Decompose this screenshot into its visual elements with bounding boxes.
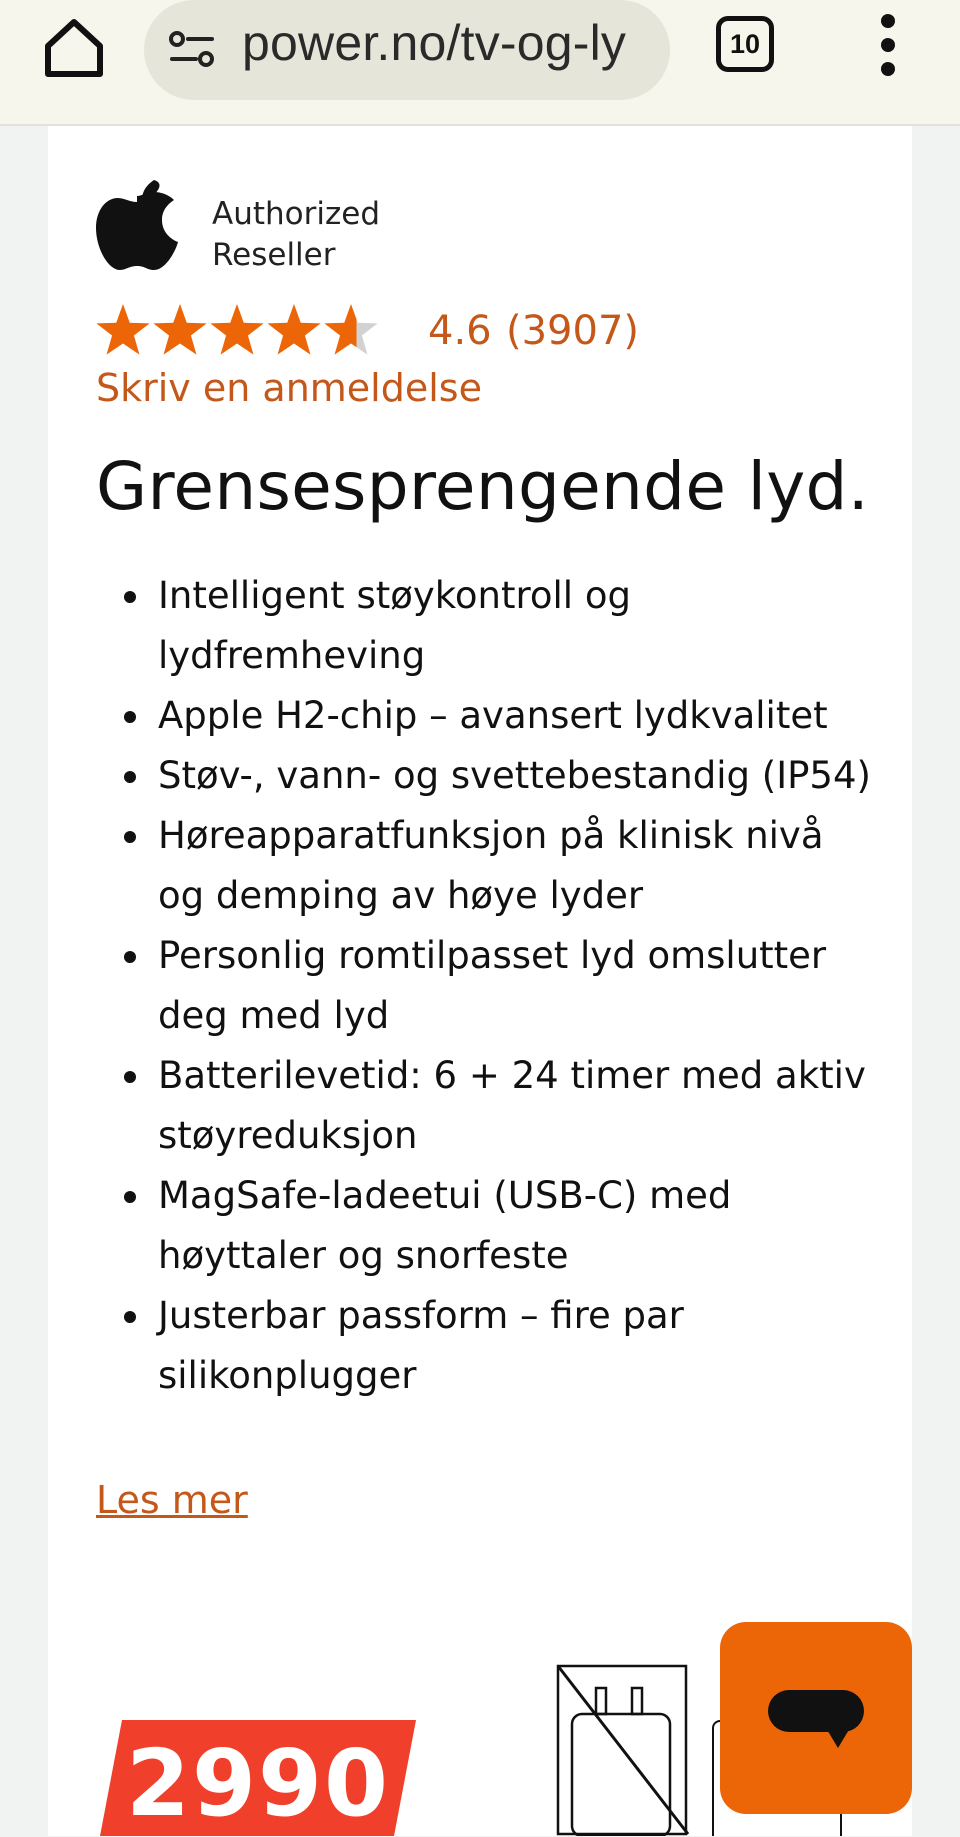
list-item: Apple H2-chip – avansert lydkvalitet	[96, 686, 876, 746]
bullet-icon	[124, 771, 136, 783]
reseller-line1: Authorized	[212, 196, 381, 232]
rating-value: 4.6	[428, 308, 492, 354]
rating-stars	[96, 302, 386, 362]
bullet-icon	[124, 1311, 136, 1323]
bullet-icon	[124, 591, 136, 603]
authorized-reseller-label	[212, 194, 380, 276]
list-item: Høreapparatfunksjon på klinisk nivå og demping av høye lyder	[96, 806, 876, 926]
list-item: Intelligent støykontroll og lydfremheving	[96, 566, 876, 686]
rating-count[interactable]: (3907)	[506, 308, 640, 354]
browser-toolbar	[0, 0, 960, 126]
no-charger-included-icon	[556, 1664, 690, 1836]
bullet-icon	[124, 1191, 136, 1203]
list-item: Personlig romtilpasset lyd omslutter deg med lyd	[96, 926, 876, 1046]
feature-list	[96, 566, 876, 1406]
home-icon	[38, 12, 110, 84]
list-item: Støv-, vann- og svettebestandig (IP54)	[96, 746, 876, 806]
bullet-icon	[124, 1071, 136, 1083]
tab-switcher-button[interactable]	[716, 16, 774, 72]
star-icon	[210, 304, 263, 355]
home-button[interactable]	[38, 12, 110, 84]
price: 2990	[126, 1730, 391, 1837]
star-icon	[267, 304, 320, 355]
url-text[interactable]: power.no/tv-og-ly	[242, 15, 627, 71]
list-item: Justerbar passform – fire par silikonplugger	[96, 1286, 876, 1406]
chat-bubble-icon	[766, 1688, 866, 1768]
site-settings-icon[interactable]	[168, 28, 218, 72]
tab-count: 10	[729, 28, 761, 59]
bullet-icon	[124, 711, 136, 723]
bullet-icon	[124, 951, 136, 963]
product-headline: Grensesprengende lyd.	[96, 448, 870, 525]
more-vert-icon[interactable]	[868, 14, 908, 80]
chat-button[interactable]	[720, 1622, 912, 1814]
reseller-line2: Reseller	[212, 237, 336, 273]
list-item: MagSafe-ladeetui (USB-C) med høyttaler og snorfeste	[96, 1166, 876, 1286]
write-review-link[interactable]: Skriv en anmeldelse	[96, 366, 482, 410]
star-icon	[96, 304, 149, 355]
apple-logo	[96, 174, 178, 272]
star-icon	[324, 304, 377, 355]
read-more-link[interactable]: Les mer	[96, 1478, 248, 1522]
star-icon	[153, 304, 206, 355]
address-bar[interactable]	[144, 0, 670, 100]
bullet-icon	[124, 831, 136, 843]
list-item: Batterilevetid: 6 + 24 timer med aktiv støyreduksjon	[96, 1046, 876, 1166]
